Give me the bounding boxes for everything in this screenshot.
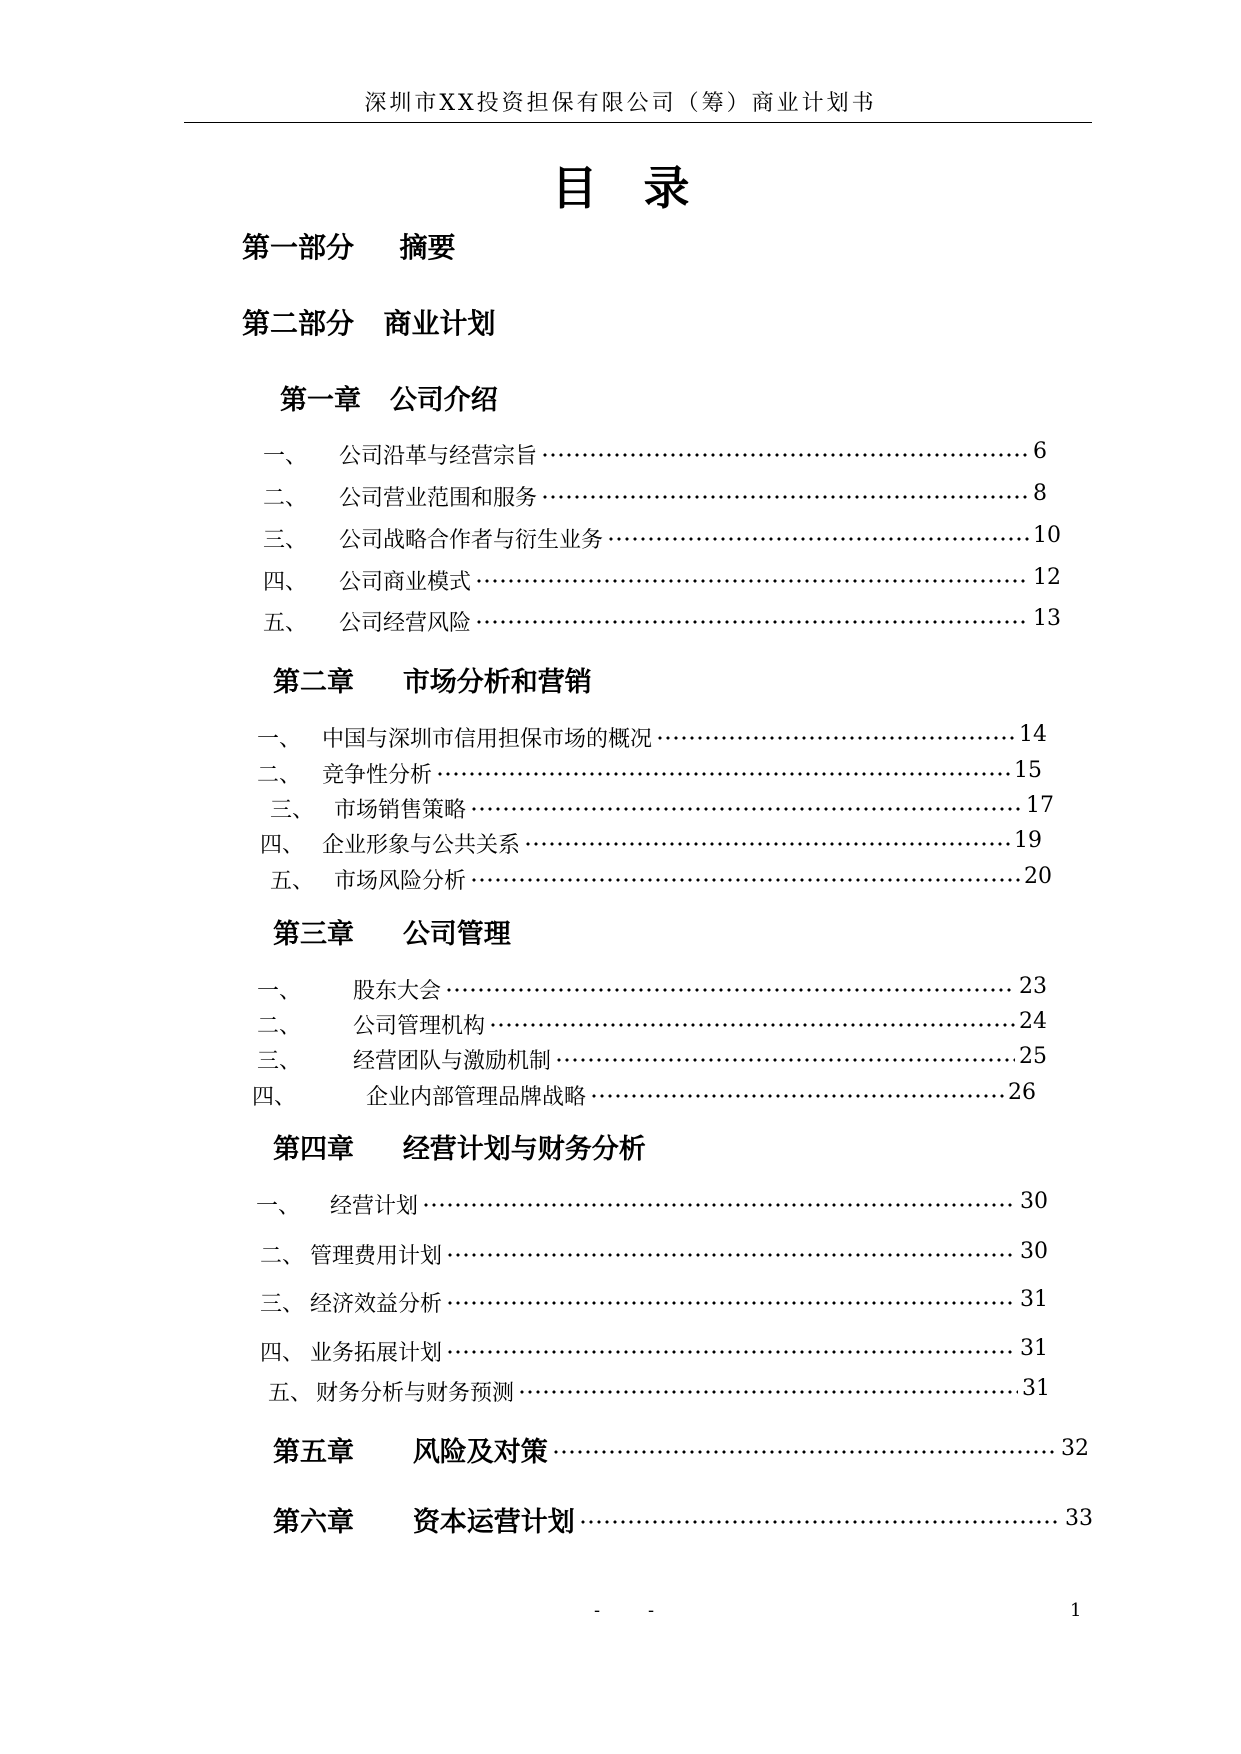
chapter-label: 第二章 xyxy=(273,667,354,698)
toc-chapter-2[interactable] xyxy=(273,660,592,699)
entry-number: 二、 xyxy=(260,1244,305,1269)
entry-number: 五、 xyxy=(270,869,315,894)
leader-dots xyxy=(541,449,1029,461)
running-header: 深圳市XX投资担保有限公司（筹）商业计划书 xyxy=(364,91,877,116)
toc-entry[interactable] xyxy=(260,1336,1060,1366)
entry-page: 17 xyxy=(1026,793,1054,818)
chapter-label: 第五章 xyxy=(273,1437,354,1468)
toc-entry[interactable] xyxy=(256,1189,1056,1219)
chapter-title: 市场分析和营销 xyxy=(402,667,592,698)
entry-label: 公司经营风险 xyxy=(339,611,472,636)
entry-label: 股东大会 xyxy=(353,979,442,1004)
entry-page: 12 xyxy=(1033,565,1061,590)
entry-label: 公司营业范围和服务 xyxy=(339,486,538,511)
toc-part-1[interactable] xyxy=(242,226,456,266)
toc-entry[interactable] xyxy=(257,974,1057,1004)
toc-part-2[interactable] xyxy=(242,302,496,342)
entry-label: 企业内部管理品牌战略 xyxy=(366,1085,587,1110)
entry-number: 四、 xyxy=(263,570,308,595)
toc-entry[interactable] xyxy=(260,1239,1060,1269)
entry-number: 三、 xyxy=(263,528,308,553)
toc-chapter-4[interactable] xyxy=(273,1127,646,1166)
entry-label: 公司商业模式 xyxy=(339,570,472,595)
entry-page: 23 xyxy=(1019,974,1047,999)
toc-chapter-5[interactable] xyxy=(273,1430,1093,1466)
toc-entry[interactable] xyxy=(263,439,1053,469)
leader-dots xyxy=(475,616,1029,628)
leader-dots xyxy=(445,984,1015,996)
toc-chapter-1[interactable] xyxy=(280,378,498,417)
toc-entry[interactable] xyxy=(252,1080,1052,1110)
chapter-title: 资本运营计划 xyxy=(412,1507,575,1538)
chapter-title: 公司管理 xyxy=(402,919,511,950)
leader-dots xyxy=(446,1249,1016,1261)
toc-entry[interactable] xyxy=(260,828,1060,858)
toc-entry[interactable] xyxy=(268,1376,1068,1406)
entry-page: 32 xyxy=(1061,1436,1089,1461)
entry-label: 企业形象与公共关系 xyxy=(322,833,521,858)
chapter-label: 第六章 xyxy=(273,1507,354,1538)
entry-number: 一、 xyxy=(256,1194,301,1219)
chapter-title: 公司介绍 xyxy=(389,385,498,416)
entry-page: 15 xyxy=(1014,758,1042,783)
toc-entry[interactable] xyxy=(257,1044,1057,1074)
leader-dots xyxy=(470,874,1020,886)
leader-dots xyxy=(579,1516,1061,1528)
entry-number: 五、 xyxy=(263,611,308,636)
entry-page: 13 xyxy=(1033,606,1061,631)
entry-page: 31 xyxy=(1022,1376,1050,1401)
entry-number: 二、 xyxy=(263,486,308,511)
part-title: 商业计划 xyxy=(383,307,496,340)
entry-number: 一、 xyxy=(257,727,302,752)
entry-number: 四、 xyxy=(260,1341,305,1366)
entry-page: 25 xyxy=(1019,1044,1047,1069)
chapter-label: 第三章 xyxy=(273,919,354,950)
entry-page: 19 xyxy=(1014,828,1042,853)
part-title: 摘要 xyxy=(399,231,456,264)
entry-number: 四、 xyxy=(252,1085,297,1110)
chapter-label: 第四章 xyxy=(273,1134,354,1165)
entry-label: 公司沿革与经营宗旨 xyxy=(339,444,538,469)
entry-label: 经济效益分析 xyxy=(310,1292,443,1317)
toc-entry[interactable] xyxy=(260,1287,1060,1317)
leader-dots xyxy=(607,533,1029,545)
leader-dots xyxy=(541,491,1029,503)
entry-number: 三、 xyxy=(257,1049,302,1074)
chapter-title: 风险及对策 xyxy=(412,1437,548,1468)
entry-page: 33 xyxy=(1065,1506,1093,1531)
toc-entry[interactable] xyxy=(263,523,1063,553)
leader-dots xyxy=(436,768,1010,780)
toc-entry[interactable] xyxy=(263,565,1063,595)
entry-number: 三、 xyxy=(260,1292,305,1317)
chapter-label: 第一章 xyxy=(280,385,361,416)
entry-page: 30 xyxy=(1020,1239,1048,1264)
entry-label: 经营计划 xyxy=(330,1194,419,1219)
entry-page: 14 xyxy=(1019,722,1047,747)
leader-dots xyxy=(656,732,1015,744)
entry-number: 三、 xyxy=(270,798,315,823)
entry-label: 公司战略合作者与衍生业务 xyxy=(339,528,604,553)
leader-dots xyxy=(446,1297,1016,1309)
footer-dash-left: - xyxy=(594,1600,601,1621)
entry-page: 31 xyxy=(1020,1336,1048,1361)
entry-label: 管理费用计划 xyxy=(310,1244,443,1269)
leader-dots xyxy=(470,803,1022,815)
toc-title: 目 录 xyxy=(551,161,690,215)
entry-page: 31 xyxy=(1020,1287,1048,1312)
toc-chapter-3[interactable] xyxy=(273,912,511,951)
entry-page: 30 xyxy=(1020,1189,1048,1214)
leader-dots xyxy=(524,838,1010,850)
leader-dots xyxy=(552,1446,1057,1458)
entry-page: 8 xyxy=(1033,481,1047,506)
page-number: 1 xyxy=(1070,1600,1082,1621)
leader-dots xyxy=(475,575,1029,587)
entry-label: 业务拓展计划 xyxy=(310,1341,443,1366)
entry-number: 五、 xyxy=(268,1381,313,1406)
leader-dots xyxy=(555,1054,1015,1066)
entry-label: 公司管理机构 xyxy=(353,1014,486,1039)
leader-dots xyxy=(489,1019,1015,1031)
toc-entry[interactable] xyxy=(270,864,1070,894)
header-divider xyxy=(184,122,1092,123)
leader-dots xyxy=(446,1346,1016,1358)
entry-number: 一、 xyxy=(263,444,308,469)
entry-number: 二、 xyxy=(257,1014,302,1039)
toc-entry[interactable] xyxy=(270,793,1070,823)
entry-label: 市场风险分析 xyxy=(334,869,467,894)
entry-page: 10 xyxy=(1033,523,1061,548)
toc-entry[interactable] xyxy=(257,722,1057,752)
chapter-title: 经营计划与财务分析 xyxy=(402,1134,646,1165)
part-label: 第一部分 xyxy=(242,231,355,264)
entry-label: 经营团队与激励机制 xyxy=(353,1049,552,1074)
entry-label: 市场销售策略 xyxy=(334,798,467,823)
entry-number: 二、 xyxy=(257,763,302,788)
leader-dots xyxy=(518,1386,1018,1398)
part-label: 第二部分 xyxy=(242,307,355,340)
leader-dots xyxy=(422,1199,1016,1211)
toc-entry[interactable] xyxy=(263,606,1063,636)
entry-page: 6 xyxy=(1033,439,1047,464)
entry-label: 竞争性分析 xyxy=(322,763,433,788)
entry-label: 中国与深圳市信用担保市场的概况 xyxy=(322,727,653,752)
entry-page: 20 xyxy=(1024,864,1052,889)
entry-label: 财务分析与财务预测 xyxy=(316,1381,515,1406)
toc-entry[interactable] xyxy=(263,481,1053,511)
toc-chapter-6[interactable] xyxy=(273,1500,1093,1536)
entry-number: 一、 xyxy=(257,979,302,1004)
entry-page: 24 xyxy=(1019,1009,1047,1034)
toc-entry[interactable] xyxy=(257,1009,1057,1039)
toc-entry[interactable] xyxy=(257,758,1057,788)
entry-page: 26 xyxy=(1008,1080,1036,1105)
entry-number: 四、 xyxy=(260,833,305,858)
footer-dash-right: - xyxy=(648,1600,655,1621)
leader-dots xyxy=(590,1090,1004,1102)
